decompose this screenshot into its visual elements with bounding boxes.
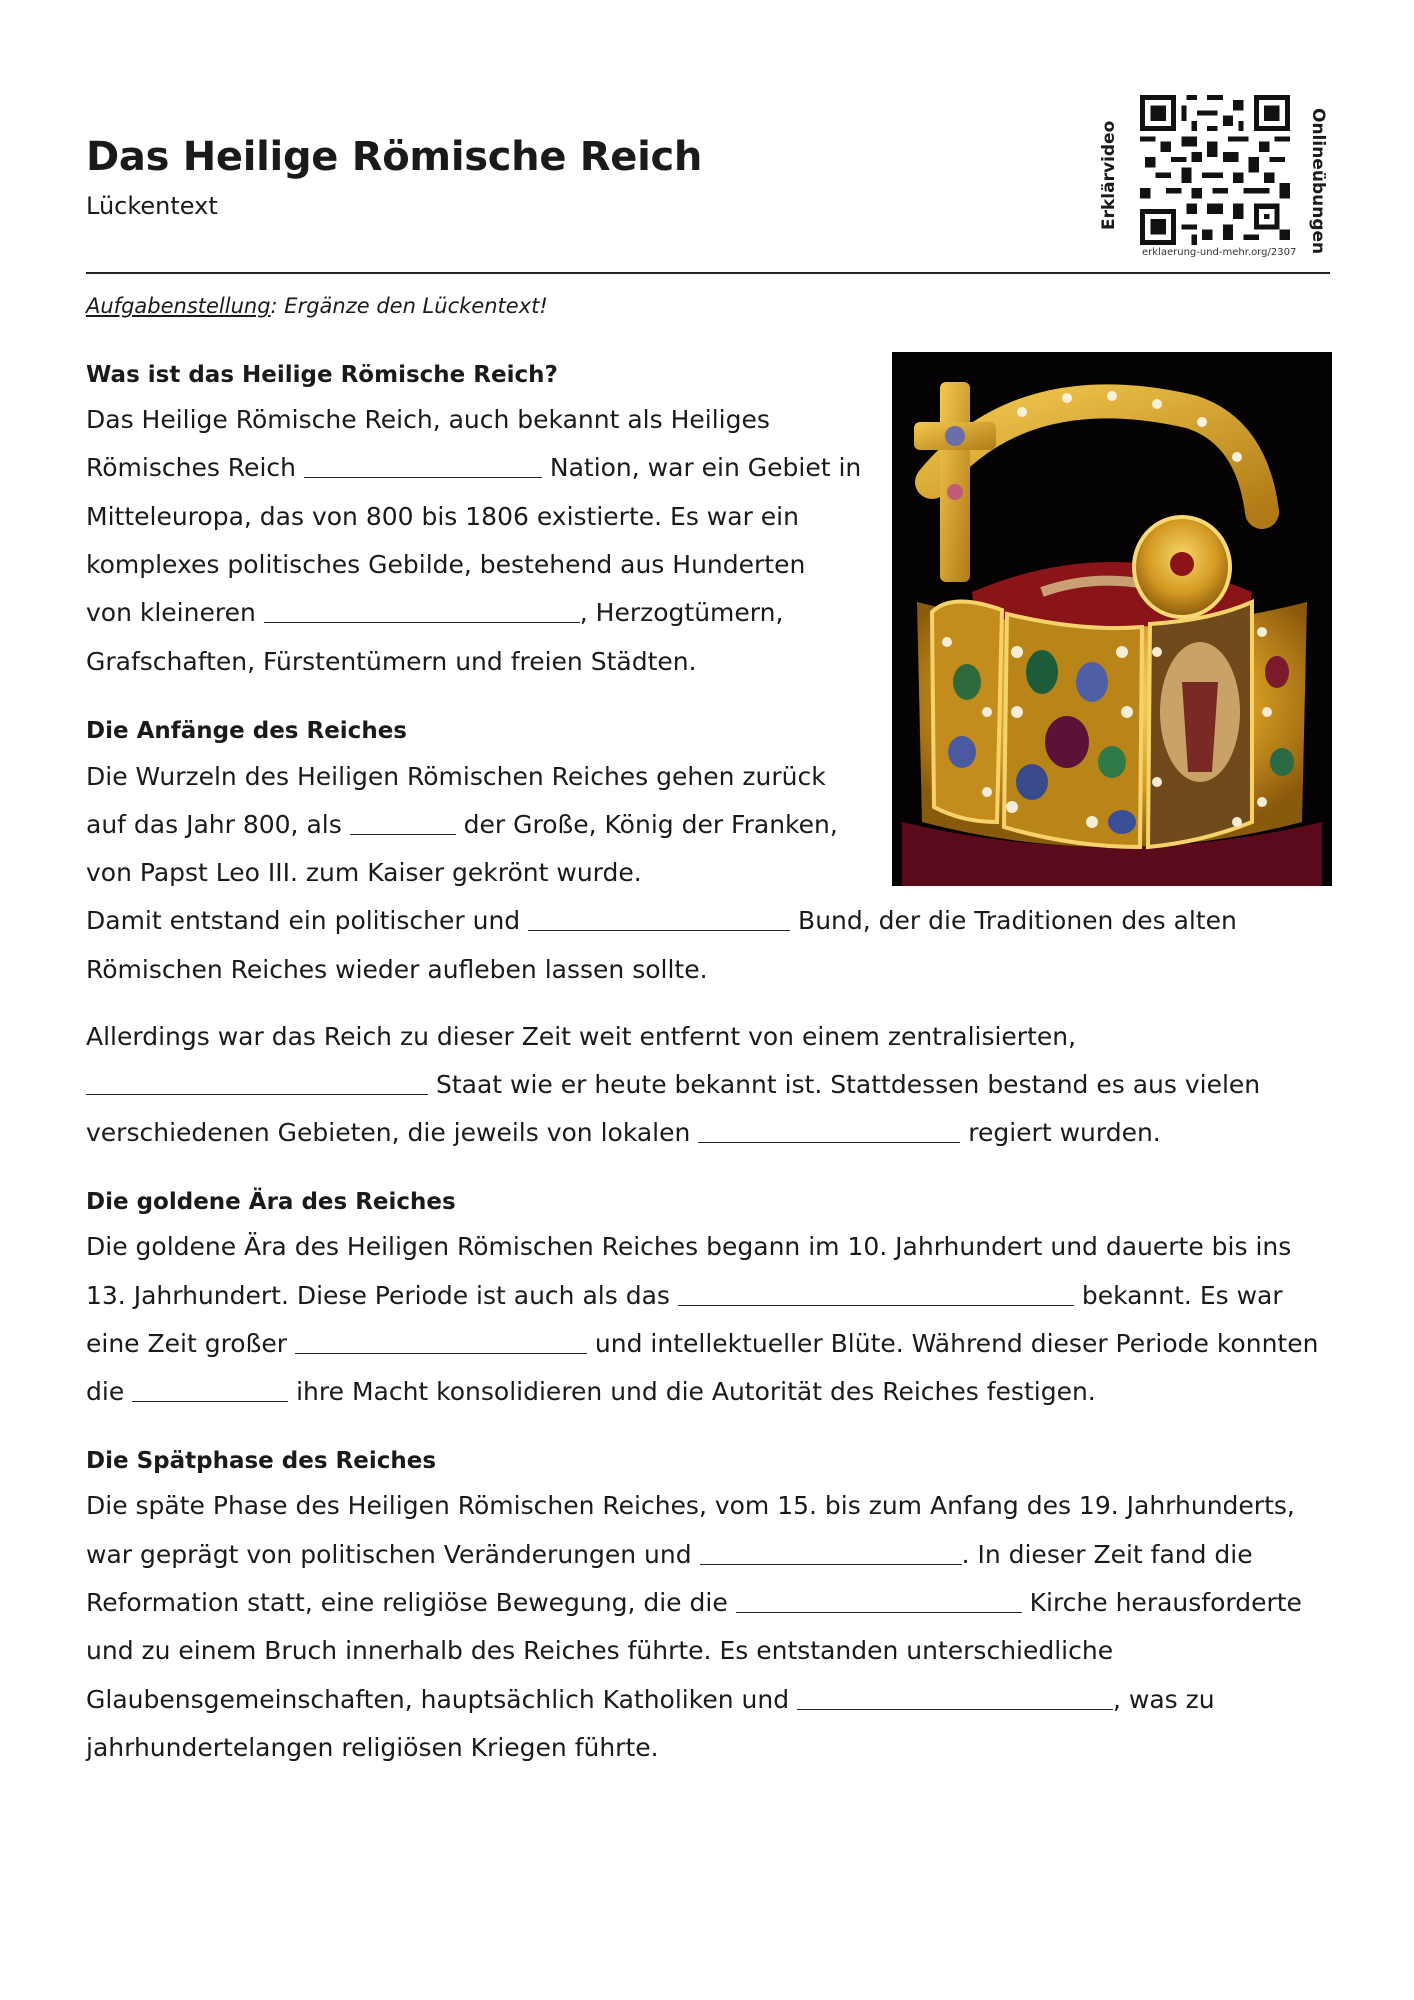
section-heading-what-is: Was ist das Heilige Römische Reich?: [86, 362, 558, 388]
text-line: und zu einem Bruch innerhalb des Reiches führte. Es entstanden unterschiedliche: [86, 1636, 1114, 1665]
blank-field[interactable]: [295, 1331, 587, 1354]
blank-field[interactable]: [678, 1283, 1074, 1306]
blank-field[interactable]: [528, 908, 790, 931]
blank-field[interactable]: [304, 455, 542, 478]
qr-right-label: Onlineübungen: [1308, 108, 1328, 255]
blank-field[interactable]: [132, 1379, 288, 1402]
text-line: die ihre Macht konsolidieren und die Autorität des Reiches festigen.: [86, 1377, 1096, 1406]
text-line: Allerdings war das Reich zu dieser Zeit weit entfernt von einem zentralisierten,: [86, 1022, 1077, 1051]
text-line: war geprägt von politischen Veränderungen und . In dieser Zeit fand die: [86, 1540, 1253, 1569]
header-divider: [86, 272, 1330, 274]
blank-field[interactable]: [264, 600, 580, 623]
section-heading-golden-era: Die goldene Ära des Reiches: [86, 1189, 456, 1215]
qr-left-label: Erklärvideo: [1099, 120, 1119, 230]
blank-field[interactable]: [698, 1120, 960, 1143]
text-line: Staat wie er heute bekannt ist. Stattdessen bestand es aus vielen: [86, 1070, 1260, 1100]
qr-code-icon[interactable]: [1140, 95, 1290, 245]
text-line: Das Heilige Römische Reich, auch bekannt als Heiliges: [86, 405, 770, 434]
text-line: von kleineren , Herzogtümern,: [86, 598, 784, 627]
text-line: Römischen Reiches wieder aufleben lassen sollte.: [86, 955, 708, 984]
qr-caption: erklaerung-und-mehr.org/2307: [1142, 247, 1297, 258]
text-line: Die späte Phase des Heiligen Römischen Reiches, vom 15. bis zum Anfang des 19. Jahrhunderts,: [86, 1491, 1295, 1520]
text-line: Die Wurzeln des Heiligen Römischen Reiches gehen zurück: [86, 762, 826, 791]
blank-field[interactable]: [350, 812, 456, 835]
text-line: Damit entstand ein politischer und Bund, der die Traditionen des alten: [86, 906, 1237, 935]
blank-field[interactable]: [86, 1072, 428, 1095]
text-line: eine Zeit großer und intellektueller Blüte. Während dieser Periode konnten: [86, 1329, 1319, 1358]
text-line: auf das Jahr 800, als der Große, König der Franken,: [86, 810, 838, 839]
text-line: Mitteleuropa, das von 800 bis 1806 existierte. Es war ein: [86, 502, 799, 531]
section-heading-late-phase: Die Spätphase des Reiches: [86, 1448, 437, 1474]
blank-field[interactable]: [736, 1590, 1022, 1613]
crown-photo: [892, 352, 1332, 886]
text-line: komplexes politisches Gebilde, bestehend aus Hunderten: [86, 550, 806, 579]
task-instruction: Aufgabenstellung: Ergänze den Lückentext!: [86, 294, 548, 318]
section-heading-beginnings: Die Anfänge des Reiches: [86, 718, 407, 744]
text-line: Die goldene Ära des Heiligen Römischen Reiches begann im 10. Jahrhundert und dauerte bis ins: [86, 1232, 1292, 1261]
text-line: 13. Jahrhundert. Diese Periode ist auch als das bekannt. Es war: [86, 1281, 1283, 1310]
blank-field[interactable]: [700, 1542, 962, 1565]
page-subtitle: Lückentext: [86, 192, 218, 220]
text-line: Reformation statt, eine religiöse Bewegung, die die Kirche herausforderte: [86, 1588, 1302, 1617]
text-line: Glaubensgemeinschaften, hauptsächlich Katholiken und , was zu: [86, 1685, 1215, 1714]
text-line: verschiedenen Gebieten, die jeweils von lokalen regiert wurden.: [86, 1118, 1161, 1147]
text-line: von Papst Leo III. zum Kaiser gekrönt wurde.: [86, 858, 642, 887]
text-line: jahrhundertelangen religiösen Kriegen führte.: [86, 1733, 659, 1762]
text-line: Grafschaften, Fürstentümern und freien Städten.: [86, 647, 697, 676]
page-title: Das Heilige Römische Reich: [86, 134, 703, 180]
text-line: Römisches Reich Nation, war ein Gebiet in: [86, 453, 862, 482]
blank-field[interactable]: [797, 1687, 1113, 1710]
